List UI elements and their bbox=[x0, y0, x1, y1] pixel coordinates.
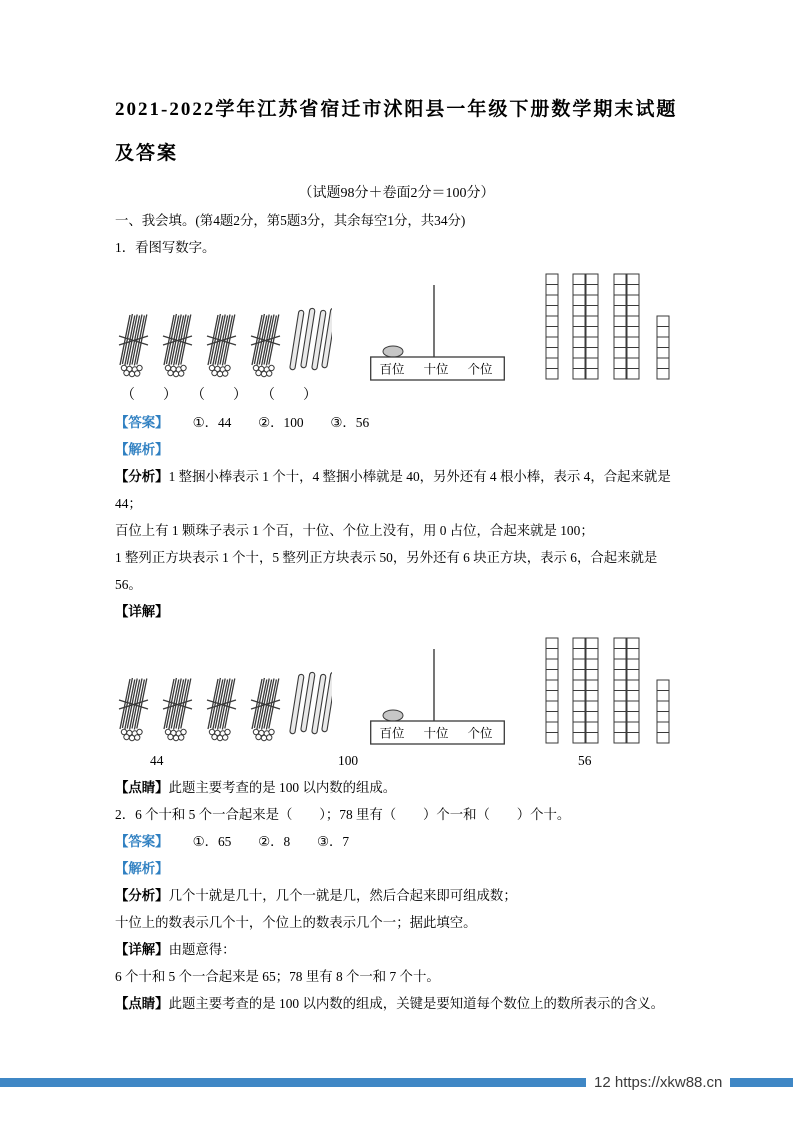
base-ten-blocks-figure bbox=[545, 636, 675, 746]
block-column-ten bbox=[586, 638, 598, 743]
place-value-counter-figure bbox=[370, 282, 505, 382]
q1-analysis-2: 百位上有 1 颗珠子表示 1 个百，十位、个位上没有，用 0 占位，合起来就是 100； bbox=[115, 523, 594, 538]
sticks-figure bbox=[117, 294, 332, 382]
q1-detail-figure bbox=[117, 630, 678, 746]
q1-jiexi-label: 【解析】 bbox=[115, 442, 169, 457]
q1-answer-label: 【答案】 bbox=[115, 415, 169, 430]
sticks-figure bbox=[117, 658, 332, 746]
ones-place-label: 个位 bbox=[467, 362, 493, 377]
q2-answer-line bbox=[115, 828, 678, 855]
tens-place-label: 十位 bbox=[423, 362, 449, 377]
block-column-six bbox=[657, 316, 669, 379]
q2-summary bbox=[115, 990, 678, 1017]
q1-detail-line bbox=[115, 598, 678, 625]
block-column-ten bbox=[546, 274, 558, 379]
block-column-ten bbox=[627, 274, 639, 379]
page-footer bbox=[0, 1074, 793, 1090]
base-ten-blocks-figure bbox=[545, 272, 675, 382]
q1-answer-line bbox=[115, 409, 678, 436]
q2-summary-label: 【点睛】 bbox=[115, 996, 169, 1011]
page-title: 2021-2022学年江苏省宿迁市沭阳县一年级下册数学期末试题及答案 bbox=[115, 99, 678, 164]
q2-analysis-text: 几个十就是几十，几个一就是几，然后合起来即可组成数； bbox=[168, 888, 517, 903]
block-column-ten bbox=[573, 638, 585, 743]
block-column-six bbox=[657, 680, 669, 743]
q2-analysis-label: 【分析】 bbox=[115, 888, 169, 903]
q2-detail-line bbox=[115, 936, 678, 963]
q2-analysis-2: 十位上的数表示几个十，个位上的数表示几个一；据此填空。 bbox=[115, 915, 477, 930]
figure-answer-sticks: 44 bbox=[150, 753, 164, 768]
stick-bundle-icon bbox=[207, 314, 236, 377]
score-note: （试题98分＋卷面2分＝100分） bbox=[298, 186, 495, 201]
block-column-ten bbox=[586, 274, 598, 379]
q2-summary-text: 此题主要考查的是 100 以内数的组成，关键是要知道每个数位上的数所表示的含义。 bbox=[168, 996, 665, 1011]
q2-jiexi-line bbox=[115, 855, 678, 882]
q1-analysis-label: 【分析】 bbox=[115, 469, 169, 484]
q2-detail-text: 6 个十和 5 个一合起来是 65；78 里有 8 个一和 7 个十。 bbox=[115, 969, 440, 984]
footer-bar-right bbox=[730, 1078, 793, 1087]
q1-answer-values: ①．44 ②．100 ③．56 bbox=[192, 415, 370, 430]
block-column-ten bbox=[546, 638, 558, 743]
q1-summary-label: 【点睛】 bbox=[115, 780, 169, 795]
section-heading: 一、我会填。(第4题2分，第5题3分，其余每空1分，共34分) bbox=[115, 213, 466, 228]
footer-bar-left bbox=[0, 1078, 586, 1087]
q1-summary bbox=[115, 774, 678, 801]
q2-stem: 2．6 个十和 5 个一合起来是（ ）；78 里有（ ）个一和（ ）个十。 bbox=[115, 807, 571, 822]
figure-answer-blocks: 56 bbox=[578, 753, 592, 768]
counter-bead-icon bbox=[383, 710, 403, 721]
q1-jiexi-line bbox=[115, 436, 678, 463]
q1-figure-answers bbox=[115, 747, 678, 774]
hundreds-place-label: 百位 bbox=[379, 362, 405, 377]
stick-bundle-icon bbox=[251, 678, 280, 741]
stick-bundle-icon bbox=[119, 678, 148, 741]
footer-page-and-link: 12 https://xkw88.cn bbox=[594, 1073, 723, 1091]
block-column-ten bbox=[614, 638, 626, 743]
q2-detail-lead: 由题意得： bbox=[168, 942, 236, 957]
q1-summary-text: 此题主要考查的是 100 以内数的组成。 bbox=[168, 780, 397, 795]
block-column-ten bbox=[627, 638, 639, 743]
block-column-ten bbox=[614, 274, 626, 379]
stick-bundle-icon bbox=[163, 314, 192, 377]
q2-detail-label: 【详解】 bbox=[115, 942, 169, 957]
q1-analysis bbox=[115, 463, 678, 517]
q1-analysis-text: 1 整捆小棒表示 1 个十，4 整捆小棒就是 40，另外还有 4 根小棒，表示 4，合起来就是 44； bbox=[115, 469, 671, 511]
q1-figure bbox=[117, 266, 678, 382]
q1-detail-label: 【详解】 bbox=[115, 604, 169, 619]
q2-analysis bbox=[115, 882, 678, 909]
figure-answer-counter: 100 bbox=[338, 753, 359, 768]
stick-bundle-icon bbox=[119, 314, 148, 377]
q1-blanks: （ ） （ ） （ ） bbox=[121, 388, 317, 403]
block-column-ten bbox=[573, 274, 585, 379]
q2-jiexi-label: 【解析】 bbox=[115, 861, 169, 876]
tens-place-label: 十位 bbox=[423, 726, 449, 741]
q2-answer-label: 【答案】 bbox=[115, 834, 169, 849]
q1-stem: 1．看图写数字。 bbox=[115, 240, 216, 255]
q2-answer-values: ①．65 ②．8 ③．7 bbox=[192, 834, 350, 849]
ones-place-label: 个位 bbox=[467, 726, 493, 741]
stick-bundle-icon bbox=[163, 678, 192, 741]
counter-bead-icon bbox=[383, 346, 403, 357]
stick-bundle-icon bbox=[207, 678, 236, 741]
stick-bundle-icon bbox=[251, 314, 280, 377]
q1-analysis-3: 1 整列正方块表示 1 个十，5 整列正方块表示 50，另外还有 6 块正方块，表示 6，合起来就是 56。 bbox=[115, 550, 658, 592]
place-value-counter-figure bbox=[370, 646, 505, 746]
hundreds-place-label: 百位 bbox=[379, 726, 405, 741]
